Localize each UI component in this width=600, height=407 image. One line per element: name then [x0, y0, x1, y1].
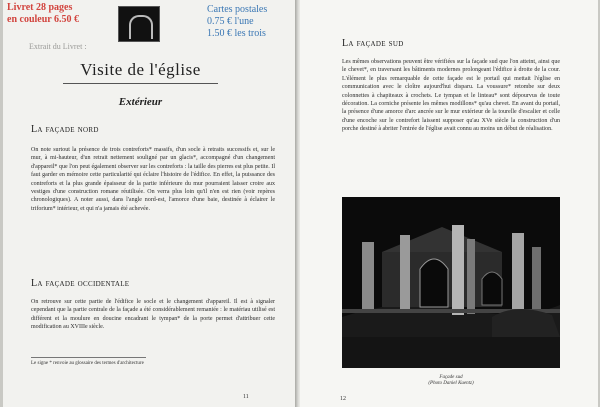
booklet-line-2: en couleur 6.50 €	[7, 14, 80, 25]
arch-icon	[129, 15, 153, 39]
paragraph-west-facade: On retrouve sur cette partie de l'édifice le socle et le changement d'appareil. Il est à signaler cependant que la partie centrale de la façade a été considérablement remaniée : le matériau utilisé est différent et la moulure en doucine encadrant le tympan* de la porte permet d'attribuer cette modification au XVIIIe siècle.	[31, 299, 275, 331]
footnote-divider	[31, 357, 146, 358]
booklet-price-note	[7, 2, 79, 26]
south-facade-photo	[342, 197, 560, 368]
right-page	[300, 0, 598, 407]
page-title: Visite de l'église	[63, 60, 218, 84]
postcards-line-1: Cartes postales	[207, 4, 268, 15]
section-heading: Extérieur	[118, 96, 163, 108]
page-number-left: 11	[243, 394, 249, 400]
postcards-line-3: 1.50 € les trois	[207, 28, 266, 39]
photo-caption	[342, 375, 560, 387]
booklet-line-1: Livret 28 pages	[7, 2, 73, 13]
photo-caption-credit: (Photo Daniel Kuentz)	[428, 381, 474, 386]
extract-label: Extrait du Livret :	[29, 42, 87, 51]
paragraph-south-facade: Les mêmes observations peuvent être vérifiées sur la façade sud que l'on atteint, ainsi que le chevet*, en traversant les bâtiments modernes prolongeant l'édifice à droite de la cour. L'élément le plus remarquable de cette façade est le portail qui mettait l'église en communication avec le cloître aujourd'hui disparu. La voussure* retombe sur deux colonnettes à chapiteaux à crochets. Le tympan et le linteau* sont dépourvus de toute décoration. La corniche présente les mêmes modillons* qu'au chevet. En avant du portail, la présence d'une amorce d'arc ancrée sur le mur extérieur de la tourelle d'escalier et celle d'une encoche sur le contrefort laissent supposer qu'au XVe siècle la construction d'un porche destiné à abriter l'entrée de l'église avait connu au moins un début de réalisation.	[342, 59, 560, 133]
postcards-price-note	[207, 4, 267, 40]
left-page	[3, 0, 295, 407]
booklet-cover-thumbnail	[118, 6, 160, 42]
heading-west-facade: La façade occidentale	[31, 278, 130, 289]
heading-south-facade: La façade sud	[342, 38, 404, 49]
paragraph-north-facade: On note surtout la présence de trois contreforts* massifs, d'un socle à retraits successifs et, sur le mur, à mi-hauteur, d'un retrait nettement souligné par un glacis*, accompagné d'un changement d'appareil* que l'on peut également observer sur les contreforts : la taille des pierres est plus petite. Il faut garder en mémoire cette particularité qui éclaire l'histoire de l'édifice. En effet, la puissance des contreforts et la plus grande épaisseur de la partie inférieure du mur pourraient laisser croire aux vestiges d'une construction romane réutilisée. On verra plus loin qu'il n'en est rien (voir repères chronologiques). A noter aussi, dans l'angle nord-est, l'amorce d'une baie, destinée à éclairer le triforium* intérieur, et qui n'a jamais été achevée.	[31, 147, 275, 212]
footnote: Le signe * renvoie au glossaire des termes d'architecture	[31, 361, 144, 366]
page-number-right: 12	[340, 396, 346, 402]
heading-north-facade: La façade nord	[31, 124, 99, 135]
postcards-line-2: 0.75 € l'une	[207, 16, 254, 27]
photo-caption-title: Façade sud	[439, 375, 463, 380]
